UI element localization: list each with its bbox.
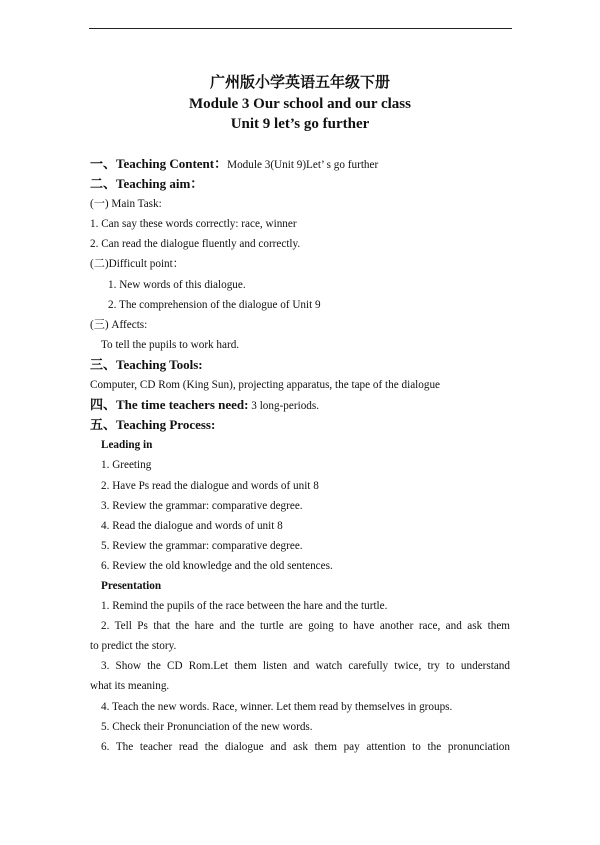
list-item: 4. Read the dialogue and words of unit 8 <box>101 519 283 532</box>
section-teaching-tools: 三、Teaching Tools: <box>90 356 203 372</box>
header-rule <box>89 28 512 29</box>
list-item: 2. Have Ps read the dialogue and words of unit 8 <box>101 479 319 492</box>
list-item: 5. Review the grammar: comparative degree. <box>101 539 303 552</box>
list-item: 1. New words of this dialogue. <box>108 278 246 291</box>
list-item: 1. Greeting <box>101 459 152 472</box>
section-teaching-aim: 二、Teaching aim： <box>90 176 204 192</box>
list-item: 2. Can read the dialogue fluently and correctly. <box>90 238 301 251</box>
list-item: 3. Show the CD Rom.Let them listen and watch carefully twice, try to understand <box>101 660 510 673</box>
list-item: 1. Can say these words correctly: race, winner <box>90 218 297 231</box>
list-item-continuation: what its meaning. <box>90 680 170 693</box>
document-body <box>90 154 510 757</box>
list-item: 2. Tell Ps that the hare and the turtle are going to have another race, and ask them <box>101 620 510 633</box>
subsection-affects: (三) Affects: <box>90 318 148 331</box>
subsection-difficult-point: (二)Difficult point： <box>90 258 184 271</box>
subsection-main-task: (一) Main Task: <box>90 198 162 211</box>
list-item: To tell the pupils to work hard. <box>101 338 240 351</box>
tools-text: Computer, CD Rom (King Sun), projecting apparatus, the tape of the dialogue <box>90 379 441 392</box>
doc-title-unit: Unit 9 let’s go further <box>230 116 370 132</box>
list-item: 1. Remind the pupils of the race between the hare and the turtle. <box>101 600 388 613</box>
subheading-presentation: Presentation <box>101 579 162 592</box>
subheading-leading-in: Leading in <box>101 439 153 452</box>
section-label: 四、The time teachers need: <box>90 397 249 413</box>
list-item: 2. The comprehension of the dialogue of Unit 9 <box>108 298 321 311</box>
section-value: 3 long-periods. <box>248 400 320 413</box>
list-item: 4. Teach the new words. Race, winner. Let them read by themselves in groups. <box>101 700 453 713</box>
list-item-continuation: to predict the story. <box>90 640 177 653</box>
list-item: 5. Check their Pronunciation of the new words. <box>101 720 313 733</box>
section-teaching-content <box>90 154 510 174</box>
list-item: 6. Review the old knowledge and the old sentences. <box>101 559 333 572</box>
list-item: 6. The teacher read the dialogue and ask them pay attention to the pronunciation <box>101 740 510 753</box>
section-time-needed <box>90 395 510 415</box>
section-label: 一、Teaching Content： <box>90 156 228 171</box>
list-item: 3. Review the grammar: comparative degree. <box>101 499 303 512</box>
section-value: Module 3(Unit 9)Let’ s go further <box>227 159 379 171</box>
section-teaching-process: 五、Teaching Process: <box>90 417 216 433</box>
title-block <box>0 74 600 133</box>
doc-title-module: Module 3 Our school and our class <box>189 96 411 112</box>
doc-title-chinese: 广州版小学英语五年级下册 <box>209 75 390 91</box>
